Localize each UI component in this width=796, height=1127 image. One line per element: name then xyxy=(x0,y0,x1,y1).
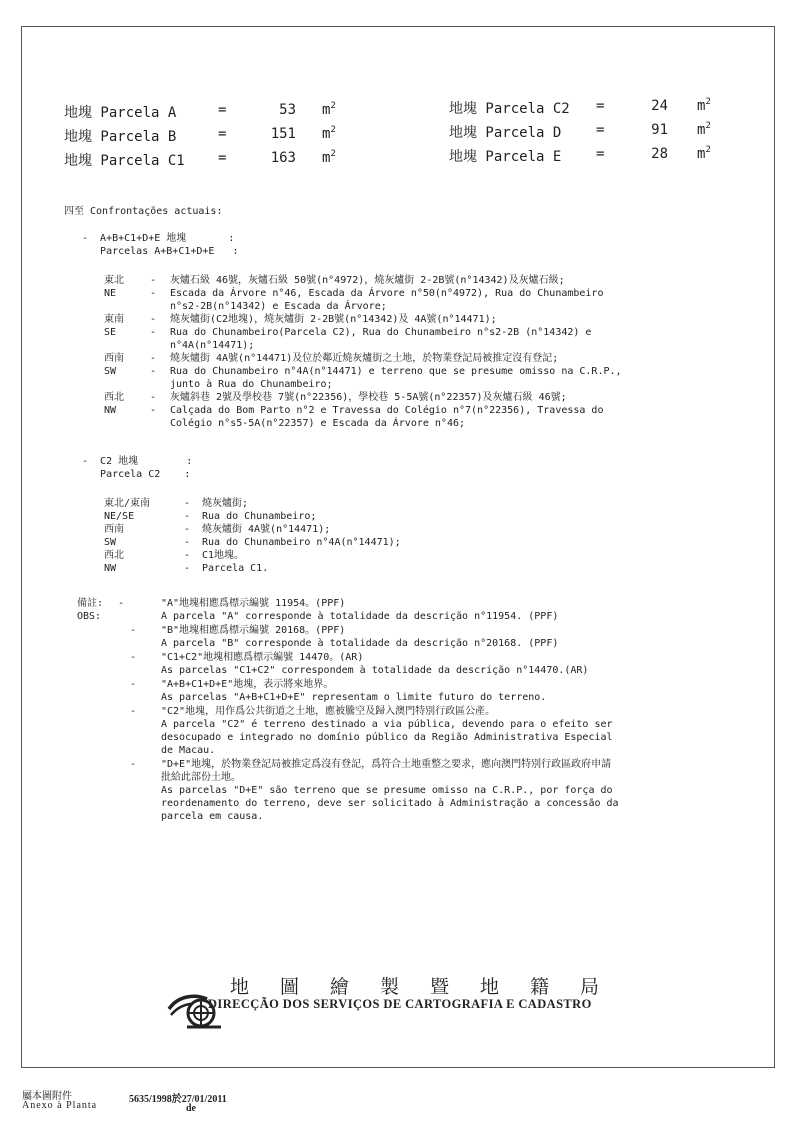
boundary-text: Rua do Chunambeiro(Parcela C2), Rua do Chunambeiro n°s2-2B (n°14342) e xyxy=(170,327,592,338)
unit-m: m xyxy=(697,98,706,114)
boundary-direction: NE/SE xyxy=(104,511,135,522)
boundary-dash: - xyxy=(184,524,191,535)
boundary-dash: - xyxy=(184,511,191,522)
unit-m: m xyxy=(697,122,706,138)
boundary-direction: 東北/東南 xyxy=(104,498,151,509)
boundary-direction: SW xyxy=(104,366,117,377)
confrontacoes-title: 四至 Confrontações actuais: xyxy=(64,206,223,217)
unit-exponent: 2 xyxy=(705,121,711,131)
parcel-equals: = xyxy=(596,122,605,138)
obs-line: A parcela "A" corresponde à totalidade da descrição n°11954. (PPF) xyxy=(161,611,559,622)
obs-line: parcela em causa. xyxy=(161,811,264,822)
boundary-text: 燒灰爐街 4A號(n°14471); xyxy=(202,524,331,535)
boundary-dash: - xyxy=(184,550,191,561)
parcel-label: 地塊 Parcela E xyxy=(449,149,562,165)
unit-exponent: 2 xyxy=(705,97,711,107)
obs-line: As parcelas "A+B+C1+D+E" representam o limite futuro do terreno. xyxy=(161,692,547,703)
parcel-label: 地塊 Parcela A xyxy=(64,105,177,121)
boundary-dash: - xyxy=(150,353,157,364)
boundary-direction: 西南 xyxy=(104,353,124,364)
boundary-text: Parcela C1. xyxy=(202,563,269,574)
parcel-area-unit xyxy=(697,122,711,138)
obs-dash: - xyxy=(118,598,125,609)
parcel-area-unit xyxy=(697,98,711,114)
boundary-text: junto à Rua do Chunambeiro; xyxy=(170,379,333,390)
boundary-dash: - xyxy=(150,288,157,299)
boundary-text: Colégio n°s5-5A(n°22357) e Escada da Árvore n°46; xyxy=(170,418,466,429)
parcel-area-value: 28 xyxy=(651,146,668,162)
parcel-area-unit xyxy=(697,146,711,162)
parcel-area-unit xyxy=(322,150,336,166)
boundary-text: Rua do Chunambeiro n°4A(n°14471); xyxy=(202,537,401,548)
obs-line: "C1+C2"地塊相應爲標示編號 14470。(AR) xyxy=(161,652,364,663)
parcel-equals: = xyxy=(218,150,227,166)
boundary-dash: - xyxy=(150,366,157,377)
parcel-area-value: 163 xyxy=(270,150,296,166)
parcel-area-value: 91 xyxy=(651,122,668,138)
parcel-label: 地塊 Parcela B xyxy=(64,129,177,145)
boundary-dash: - xyxy=(184,537,191,548)
group1-heading-zh: - A+B+C1+D+E 地塊 : xyxy=(82,233,235,244)
unit-exponent: 2 xyxy=(330,101,336,111)
unit-m: m xyxy=(322,126,331,142)
parcel-area-value: 53 xyxy=(279,102,296,118)
boundary-text: Rua do Chunambeiro n°4A(n°14471) e terreno que se presume omisso na C.R.P., xyxy=(170,366,622,377)
parcel-equals: = xyxy=(596,146,605,162)
obs-dash: - xyxy=(130,625,137,636)
obs-line: "B"地塊相應爲標示編號 20168。(PPF) xyxy=(161,625,346,636)
parcel-equals: = xyxy=(218,126,227,142)
boundary-dash: - xyxy=(150,275,157,286)
boundary-text: C1地塊。 xyxy=(202,550,245,561)
obs-line: de Macau. xyxy=(161,745,216,756)
group1-heading-pt: Parcelas A+B+C1+D+E : xyxy=(82,246,239,257)
obs-line: 批給此部份土地。 xyxy=(161,772,241,783)
obs-line: "A"地塊相應爲標示編號 11954。(PPF) xyxy=(161,598,346,609)
obs-line: desocupado e integrado no domínio público da Região Administrativa Especial xyxy=(161,732,613,743)
boundary-text: Rua do Chunambeiro; xyxy=(202,511,317,522)
boundary-text: 燒灰爐街(C2地塊)，燒灰爐街 2-2B號(n°14342)及 4A號(n°14471); xyxy=(170,314,497,325)
boundary-direction: SE xyxy=(104,327,117,338)
boundary-text: 燒灰爐街 4A號(n°14471)及位於鄰近燒灰爐街之土地，於物業登記局被推定沒有登記; xyxy=(170,353,559,364)
boundary-text: 灰爐斜巷 2號及學校巷 7號(n°22356)，學校巷 5-5A號(n°22357)及灰爐石級 46號; xyxy=(170,392,567,403)
unit-exponent: 2 xyxy=(330,125,336,135)
agency-name-zh: 地圖繪製暨地籍局 xyxy=(230,976,631,998)
obs-line: As parcelas "C1+C2" correspondem à totalidade da descrição n°14470.(AR) xyxy=(161,665,589,676)
parcel-area-unit xyxy=(322,126,336,142)
obs-line: reordenamento do terreno, deve ser solicitado à Administração a concessão da xyxy=(161,798,619,809)
boundary-dash: - xyxy=(150,405,157,416)
obs-label-pt: OBS: xyxy=(77,611,102,622)
unit-exponent: 2 xyxy=(705,145,711,155)
boundary-dash: - xyxy=(150,327,157,338)
parcel-equals: = xyxy=(596,98,605,114)
parcel-area-value: 24 xyxy=(651,98,668,114)
parcel-area-value: 151 xyxy=(270,126,296,142)
boundary-direction: NW xyxy=(104,405,117,416)
boundary-text: 灰爐石級 46號，灰爐石級 50號(n°4972)，燒灰爐街 2-2B號(n°14342)及灰爐石級; xyxy=(170,275,565,286)
boundary-text: 燒灰爐街; xyxy=(202,498,249,509)
boundary-text: n°s2-2B(n°14342) e Escada da Árvore; xyxy=(170,301,387,312)
parcel-label: 地塊 Parcela D xyxy=(449,125,562,141)
boundary-direction: 西北 xyxy=(104,550,124,561)
obs-line: A parcela "B" corresponde à totalidade da descrição n°20168. (PPF) xyxy=(161,638,559,649)
boundary-direction: NW xyxy=(104,563,117,574)
boundary-dash: - xyxy=(150,314,157,325)
boundary-direction: SW xyxy=(104,537,117,548)
obs-dash: - xyxy=(130,759,137,770)
footer-annex-zh: 屬本圖附件 xyxy=(22,1091,72,1102)
boundary-text: Escada da Árvore n°46, Escada da Árvore n°50(n°4972), Rua do Chunambeiro xyxy=(170,288,604,299)
obs-line: "D+E"地塊，於物業登記局被推定爲沒有登記，爲符合土地重整之要求，應向澳門特別行政區政府申請 xyxy=(161,759,612,770)
parcel-label: 地塊 Parcela C1 xyxy=(64,153,185,169)
obs-line: "A+B+C1+D+E"地塊，表示將來地界。 xyxy=(161,679,334,690)
boundary-direction: 東北 xyxy=(104,275,124,286)
obs-dash: - xyxy=(130,679,137,690)
obs-dash: - xyxy=(130,652,137,663)
obs-label-zh: 備註: xyxy=(77,598,104,609)
boundary-dash: - xyxy=(184,563,191,574)
parcel-area-unit xyxy=(322,102,336,118)
unit-m: m xyxy=(322,150,331,166)
group2-heading-zh: - C2 地塊 : xyxy=(82,456,193,467)
boundary-direction: 西北 xyxy=(104,392,124,403)
parcel-label: 地塊 Parcela C2 xyxy=(449,101,570,117)
unit-m: m xyxy=(322,102,331,118)
parcel-equals: = xyxy=(218,102,227,118)
boundary-direction: 西南 xyxy=(104,524,124,535)
unit-exponent: 2 xyxy=(330,149,336,159)
footer-plan-ref: 5635/1998於27/01/2011 xyxy=(129,1094,227,1105)
unit-m: m xyxy=(697,146,706,162)
group2-heading-pt: Parcela C2 : xyxy=(82,469,191,480)
boundary-text: n°4A(n°14471); xyxy=(170,340,255,351)
obs-dash: - xyxy=(130,706,137,717)
obs-line: A parcela "C2" é terreno destinado a via pública, devendo para o efeito ser xyxy=(161,719,613,730)
obs-line: As parcelas "D+E" são terreno que se presume omisso na C.R.P., por força do xyxy=(161,785,613,796)
boundary-dash: - xyxy=(184,498,191,509)
footer-annex-pt: Anexo à Planta xyxy=(22,1100,98,1111)
boundary-direction: 東南 xyxy=(104,314,124,325)
obs-line: "C2"地塊，用作爲公共街道之土地，應被騰空及歸入澳門特別行政區公產。 xyxy=(161,706,496,717)
agency-name-pt: DIRECÇÃO DOS SERVIÇOS DE CARTOGRAFIA E CADASTRO xyxy=(208,997,592,1011)
boundary-dash: - xyxy=(150,392,157,403)
boundary-text: Calçada do Bom Parto n°2 e Travessa do Colégio n°7(n°22356), Travessa do xyxy=(170,405,604,416)
footer-de: de xyxy=(186,1103,196,1114)
boundary-direction: NE xyxy=(104,288,117,299)
